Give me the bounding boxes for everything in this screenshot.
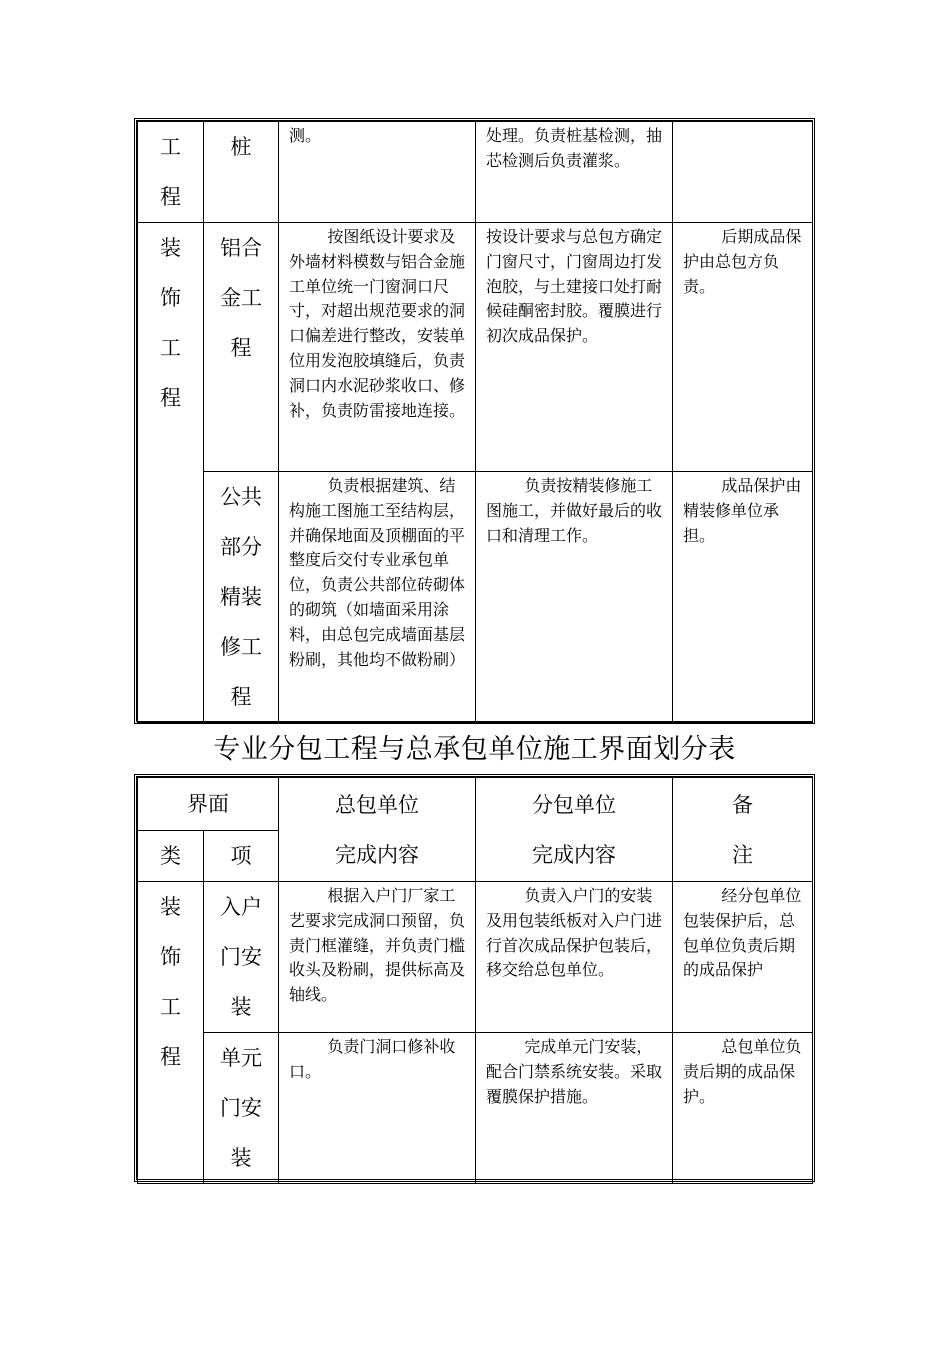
item-cell: 桩 xyxy=(204,122,279,223)
note-header: 备 注 xyxy=(673,778,813,882)
note-cell: 总包单位负责后期的成品保护。 xyxy=(673,1033,813,1184)
item-cell: 单元 门安 装 xyxy=(204,1033,279,1184)
general-contractor-cell: 根据入户门厂家工艺要求完成洞口预留，负责门框灌缝，并负责门槛收头及粉刷，提供标高及轴线。 xyxy=(279,882,476,1033)
table-row xyxy=(138,223,813,472)
subcontractor-cell: 处理。负责桩基检测，抽芯检测后负责灌浆。 xyxy=(476,122,673,223)
note-cell xyxy=(673,122,813,223)
table-row xyxy=(138,122,813,223)
subcontractor-cell: 负责入户门的安装及用包装纸板对入户门进行首次成品保护包装后，移交给总包单位。 xyxy=(476,882,673,1033)
table-top xyxy=(134,118,815,724)
subcontractor-cell: 负责按精装修施工图施工，并做好最后的收口和清理工作。 xyxy=(476,472,673,723)
table-row xyxy=(138,1033,813,1184)
item-cell: 公共 部分 精装 修工 程 xyxy=(204,472,279,723)
category-cell: 装 饰 工 程 xyxy=(138,882,204,1184)
table-row xyxy=(138,882,813,1033)
subcontractor-cell: 完成单元门安装，配合门禁系统安装。采取覆膜保护措施。 xyxy=(476,1033,673,1184)
general-contractor-header: 总包单位 完成内容 xyxy=(279,778,476,882)
note-cell: 经分包单位包装保护后，总包单位负责后期的成品保护 xyxy=(673,882,813,1033)
note-cell: 成品保护由精装修单位承担。 xyxy=(673,472,813,723)
general-contractor-cell: 按图纸设计要求及外墙材料模数与铝合金施工单位统一门窗洞口尺寸，对超出规范要求的洞口偏差进行整改，安装单位用发泡胶填缝后，负责洞口内水泥砂浆收口、修补，负责防雷接地连接。 xyxy=(279,223,476,472)
subcontractor-header: 分包单位 完成内容 xyxy=(476,778,673,882)
category-cell: 装 饰 工 程 xyxy=(138,223,204,723)
subcontractor-cell: 按设计要求与总包方确定门窗尺寸，门窗周边打发泡胶，与土建接口处打耐候硅酮密封胶。覆膜进行初次成品保护。 xyxy=(476,223,673,472)
general-contractor-cell: 负责门洞口修补收口。 xyxy=(279,1033,476,1184)
header-row xyxy=(138,778,813,831)
note-cell: 后期成品保护由总包方负责。 xyxy=(673,223,813,472)
table-row xyxy=(138,472,813,723)
item-cell: 铝合 金工 程 xyxy=(204,223,279,472)
table-title: 专业分包工程与总承包单位施工界面划分表 xyxy=(213,734,736,765)
category-cell: 工 程 xyxy=(138,122,204,223)
item-header: 项 xyxy=(204,831,279,882)
general-contractor-cell: 测。 xyxy=(279,122,476,223)
category-header: 类 xyxy=(138,831,204,882)
general-contractor-cell: 负责根据建筑、结构施工图施工至结构层，并确保地面及顶棚面的平整度后交付专业承包单位，负责公共部位砖砌体的砌筑（如墙面采用涂料，由总包完成墙面基层粉刷，其他均不做粉刷） xyxy=(279,472,476,723)
table-bottom xyxy=(134,774,815,1182)
item-cell: 入户 门安 装 xyxy=(204,882,279,1033)
interface-header: 界面 xyxy=(138,778,279,831)
